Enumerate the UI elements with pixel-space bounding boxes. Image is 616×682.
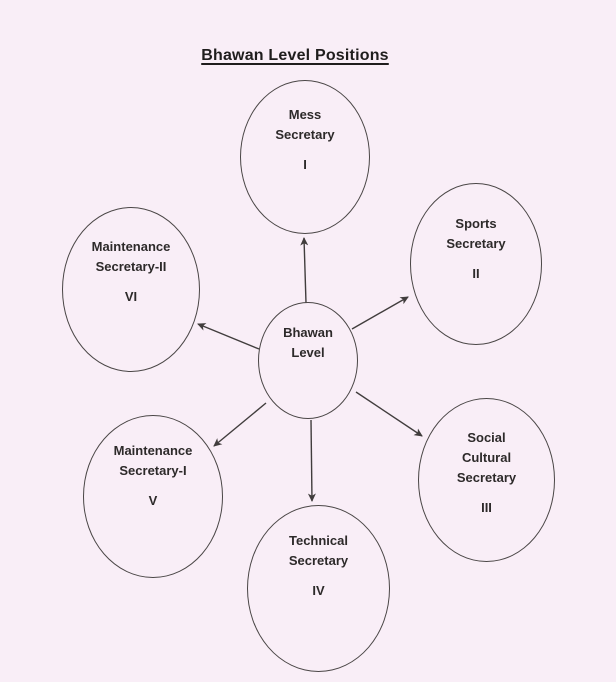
node-label-line: Secretary-I — [119, 463, 187, 478]
node-label-line: Maintenance — [91, 239, 171, 254]
arrow-center-to-sports-secretary — [352, 297, 408, 329]
node-technical-secretary — [247, 505, 390, 672]
node-numeral: V — [148, 493, 158, 508]
node-numeral: I — [303, 157, 307, 172]
node-bhawan-level — [258, 302, 358, 419]
node-numeral: II — [472, 266, 480, 281]
node-numeral: IV — [312, 583, 325, 598]
node-label-line: Cultural — [461, 450, 512, 465]
node-label-line: Secretary — [288, 553, 349, 568]
node-label-line: Secretary-II — [95, 259, 167, 274]
arrow-center-to-mess-secretary — [304, 238, 306, 303]
node-label-line: Bhawan — [283, 325, 333, 340]
node-label-line: Secretary — [456, 470, 517, 485]
node-label-line: Maintenance — [113, 443, 193, 458]
node-label-line: Social — [467, 430, 506, 445]
node-social-cultural-secretary — [418, 398, 555, 562]
node-numeral: III — [481, 500, 492, 515]
node-label-line: Technical — [288, 533, 348, 548]
node-label-line: Level — [291, 345, 325, 360]
node-label-line: Secretary — [275, 127, 335, 142]
node-sports-secretary — [410, 183, 542, 345]
node-label-line: Secretary — [446, 236, 506, 251]
node-label-line: Mess — [288, 107, 322, 122]
arrow-center-to-technical-secretary — [311, 420, 312, 501]
arrow-center-to-social-cultural-secretary — [356, 392, 422, 436]
node-label-line: Sports — [455, 216, 497, 231]
arrow-center-to-maintenance-secretary-1 — [214, 403, 266, 446]
node-maintenance-secretary-1 — [83, 415, 223, 578]
node-maintenance-secretary-2 — [62, 207, 200, 372]
node-mess-secretary — [240, 80, 370, 234]
node-numeral: VI — [124, 289, 138, 304]
diagram-title: Bhawan Level Positions — [201, 47, 389, 64]
arrow-center-to-maintenance-secretary-2 — [198, 324, 259, 349]
